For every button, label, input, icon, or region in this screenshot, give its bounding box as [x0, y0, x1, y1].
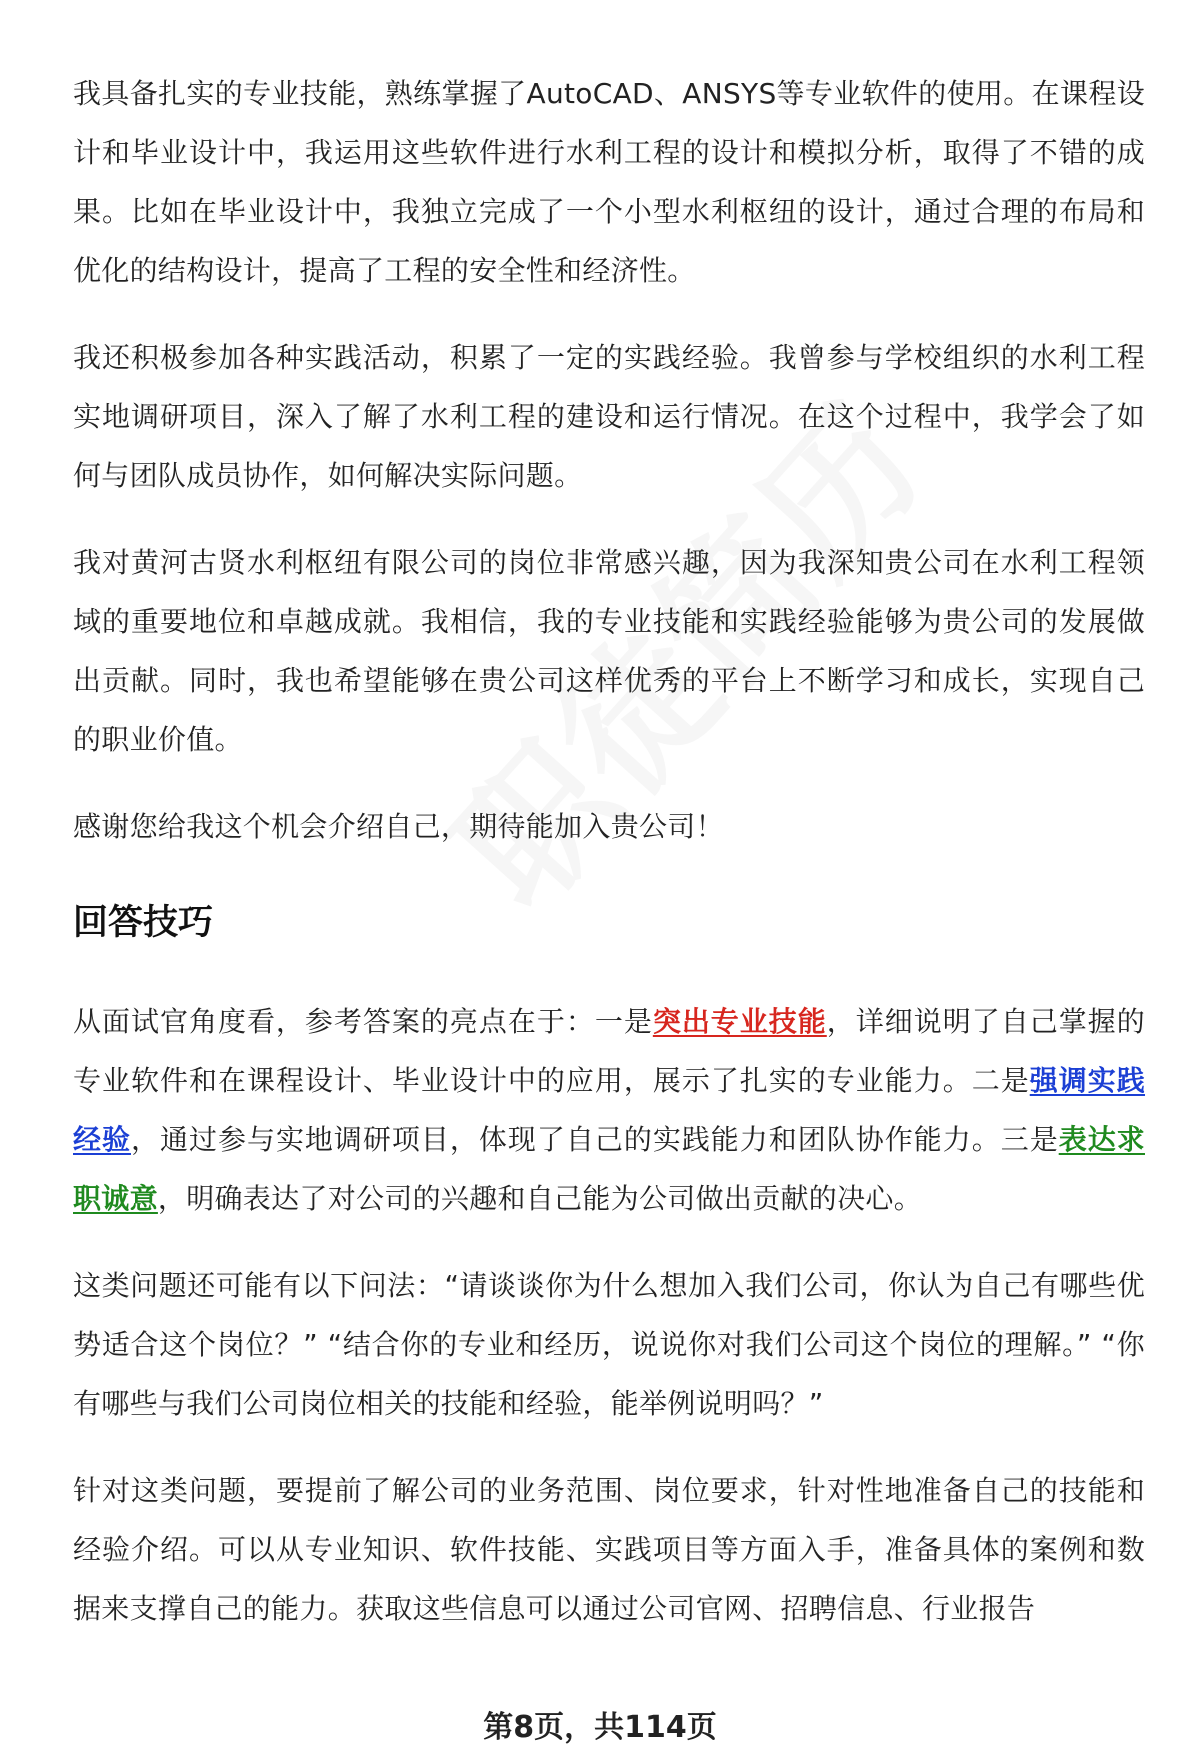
highlight-practical-experience: 强调实践经验 [73, 1064, 1146, 1156]
tips-text-1: 从面试官角度看，参考答案的亮点在于：一是 [73, 1005, 653, 1038]
paragraph-tips [73, 992, 1145, 1228]
section-heading: 回答技巧 [73, 903, 214, 943]
paragraph-interest: 我对黄河古贤水利枢纽有限公司的岗位非常感兴趣，因为我深知贵公司在水利工程领域的重要地位和卓越成就。我相信，我的专业技能和实践经验能够为贵公司的发展做出贡献。同时，我也希望能够在贵公司这样优秀的平台上不断学习和成长，实现自己的职业价值。 [73, 546, 1145, 756]
highlight-job-sincerity: 表达求职诚意 [73, 1123, 1145, 1215]
paragraph-thanks: 感谢您给我这个机会介绍自己，期待能加入贵公司！ [73, 810, 724, 843]
tips-text-2: ，详细说明了自己掌握的专业软件和在课程设计、毕业设计中的应用，展示了扎实的专业能力。二是 [73, 1005, 1145, 1097]
tips-text-3: ，通过参与实地调研项目，体现了自己的实践能力和团队协作能力。三是 [130, 1123, 1059, 1156]
document-body [73, 64, 1145, 1666]
paragraph-practice: 我还积极参加各种实践活动，积累了一定的实践经验。我曾参与学校组织的水利工程实地调研项目，深入了解了水利工程的建设和运行情况。在这个过程中，我学会了如何与团队成员协作，如何解决实际问题。 [73, 341, 1145, 492]
paragraph-skills: 我具备扎实的专业技能，熟练掌握了AutoCAD、ANSYS等专业软件的使用。在课程设计和毕业设计中，我运用这些软件进行水利工程的设计和模拟分析，取得了不错的成果。比如在毕业设计中，我独立完成了一个小型水利枢纽的设计，通过合理的布局和优化的结构设计，提高了工程的安全性和经济性。 [73, 77, 1145, 287]
paragraph-preparation: 针对这类问题，要提前了解公司的业务范围、岗位要求，针对性地准备自己的技能和经验介绍。可以从专业知识、软件技能、实践项目等方面入手，准备具体的案例和数据来支撑自己的能力。获取这些信息可以通过公司官网、招聘信息、行业报告 [73, 1474, 1145, 1625]
page-number: 第8页，共114页 [483, 1710, 717, 1745]
paragraph-alt-questions: 这类问题还可能有以下问法：“请谈谈你为什么想加入我们公司，你认为自己有哪些优势适合这个岗位？” “结合你的专业和经历，说说你对我们公司这个岗位的理解。” “你有哪些与我们公司岗位相关的技能和经验，能举例说明吗？” [73, 1269, 1145, 1420]
highlight-professional-skills: 突出专业技能 [652, 1005, 827, 1038]
tips-text-4: ，明确表达了对公司的兴趣和自己能为公司做出贡献的决心。 [157, 1182, 923, 1215]
